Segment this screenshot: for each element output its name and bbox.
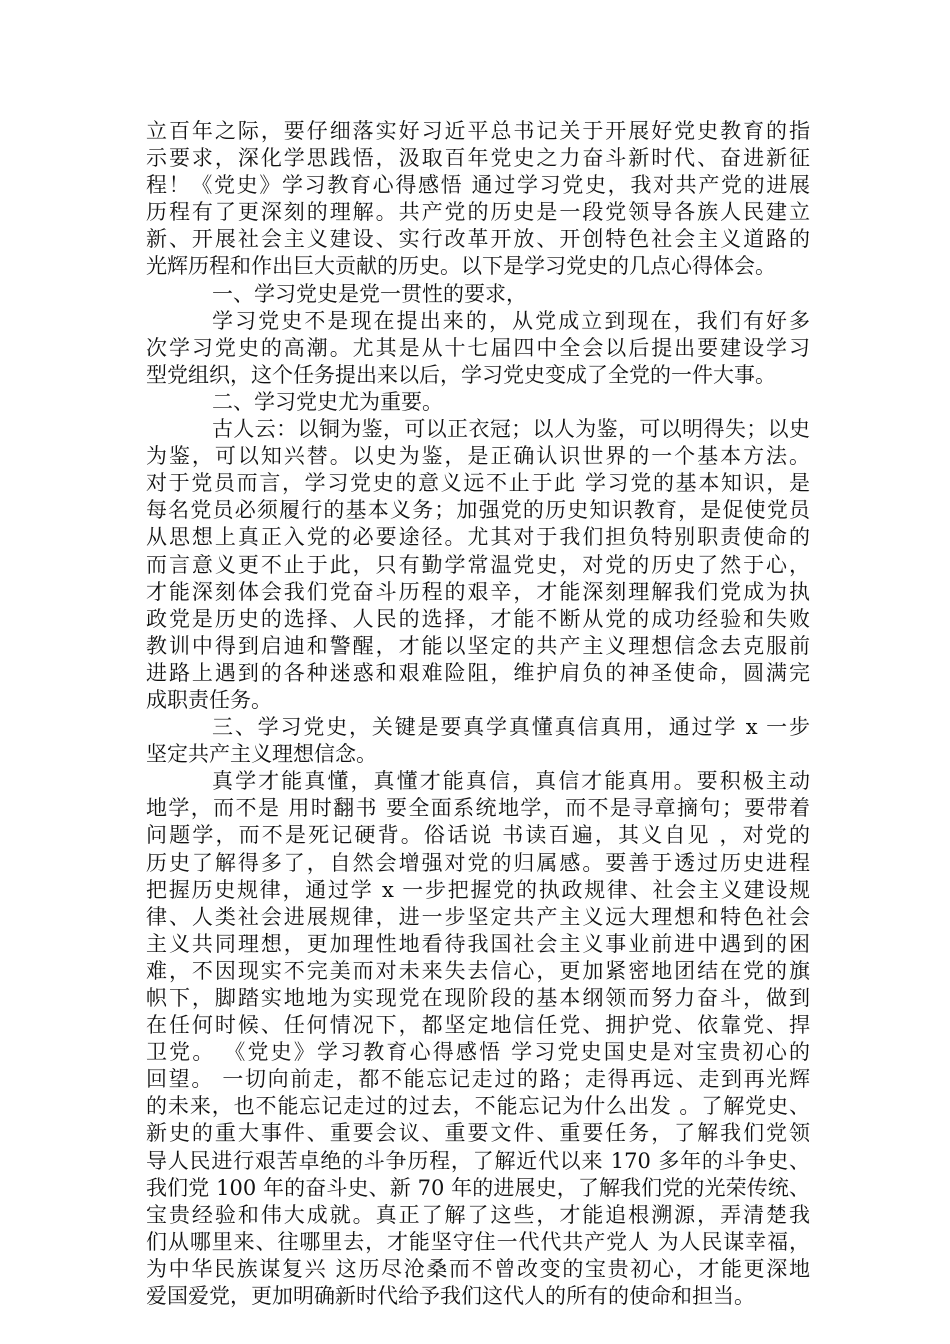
text-line: 成职责任务。 — [146, 687, 272, 712]
text-line: 次学习党史的高潮。尤其是从十七届四中全会以后提出要建设学习 — [146, 335, 810, 360]
text-line: 立百年之际，要仔细落实好习近平总书记关于开展好党史教育的指 — [146, 119, 810, 143]
section-heading-1: 一、学习党史是党一贯性的要求， — [212, 281, 527, 306]
text-line: 对于党员而言，学习党史的意义远不止于此 学习党的基本知识，是 — [146, 471, 810, 496]
text-line: 们从哪里来、往哪里去，才能坚守住一代代共产党人 为人民谋幸福， — [146, 1229, 810, 1254]
text-line: 从思想上真正入党的必要途径。尤其对于我们担负特别职责使命的 — [146, 525, 810, 550]
text-line: 宝贵经验和伟大成就。真正了解了这些，才能追根溯源，弄清楚我 — [146, 1202, 810, 1227]
text-line: 帜下，脚踏实地地为实现党在现阶段的基本纲领而努力奋斗，做到 — [146, 986, 810, 1010]
text-line: 地学，而不是 用时翻书 要全面系统地学，而不是寻章摘句；要带着 — [146, 796, 810, 821]
text-line: 而言意义更不止于此，只有勤学常温党史，对党的历史了然于心， — [146, 552, 810, 577]
text-line: 爱国爱党，更加明确新时代给予我们这代人的所有的使命和担当。 — [146, 1284, 755, 1309]
text-line: 问题学，而不是死记硬背。俗话说 书读百遍，其义自见 ，对党的 — [146, 823, 810, 848]
text-line: 坚定共产主义理想信念。 — [146, 742, 377, 767]
text-line: 主义共同理想，更加理性地看待我国社会主义事业前进中遇到的困 — [146, 931, 810, 956]
text-line: 的未来，也不能忘记走过的过去，不能忘记为什么出发 。了解党史、 — [146, 1094, 810, 1119]
text-line: 光辉历程和作出巨大贡献的历史。以下是学习党史的几点心得体会。 — [146, 254, 776, 279]
document-body — [146, 118, 810, 1310]
text-line: 历程有了更深刻的理解。共产党的历史是一段党领导各族人民建立 — [146, 200, 810, 225]
text-line: 真学才能真懂，真懂才能真信，真信才能真用。要积极主动 — [212, 769, 810, 794]
section-heading-3: 三、学习党史，关键是要真学真懂真信真用，通过学 x 一步 — [212, 715, 810, 740]
text-line: 历史了解得多了，自然会增强对党的归属感。要善于透过历史进程 — [146, 850, 810, 875]
text-line: 把握历史规律，通过学 x 一步把握党的执政规律、社会主义建设规 — [146, 877, 810, 902]
text-line: 新史的重大事件、重要会议、重要文件、重要任务，了解我们党领 — [146, 1121, 810, 1146]
text-line: 回望。 一切向前走，都不能忘记走过的路；走得再远、走到再光辉 — [146, 1067, 810, 1092]
text-line: 我们党 100 年的奋斗史、新 70 年的进展史，了解我们党的光荣传统、 — [146, 1175, 810, 1200]
section-heading-2: 二、学习党史尤为重要。 — [212, 389, 443, 414]
text-line: 难，不因现实不完美而对未来失去信心，更加紧密地团结在党的旗 — [146, 958, 810, 983]
text-line: 才能深刻体会我们党奋斗历程的艰辛，才能深刻理解我们党成为执 — [146, 579, 810, 604]
text-line: 卫党。 《党史》学习教育心得感悟 学习党史国史是对宝贵初心的 — [146, 1040, 810, 1065]
text-line: 政党是历史的选择、人民的选择，才能不断从党的成功经验和失败 — [146, 606, 810, 631]
text-line: 每名党员必须履行的基本义务；加强党的历史知识教育，是促使党员 — [146, 498, 810, 523]
text-line: 为中华民族谋复兴 这历尽沧桑而不曾改变的宝贵初心，才能更深地 — [146, 1256, 810, 1281]
text-line: 新、开展社会主义建设、实行改革开放、开创特色社会主义道路的 — [146, 227, 810, 252]
text-line: 导人民进行艰苦卓绝的斗争历程，了解近代以来 170 多年的斗争史、 — [146, 1148, 810, 1173]
text-line: 示要求，深化学思践悟，汲取百年党史之力奋斗新时代、奋进新征 — [146, 146, 810, 171]
text-line: 在任何时候、任何情况下，都坚定地信任党、拥护党、依靠党、捍 — [146, 1013, 810, 1038]
text-line: 古人云：以铜为鉴，可以正衣冠；以人为鉴，可以明得失；以史 — [212, 417, 810, 442]
text-line: 进路上遇到的各种迷惑和艰难险阻，维护肩负的神圣使命，圆满完 — [146, 660, 810, 685]
text-line: 教训中得到启迪和警醒，才能以坚定的共产主义理想信念去克服前 — [146, 633, 810, 658]
text-line: 律、人类社会进展规律，进一步坚定共产主义远大理想和特色社会 — [146, 904, 810, 929]
text-line: 型党组织，这个任务提出来以后，学习党史变成了全党的一件大事。 — [146, 362, 776, 387]
text-line: 程！《党史》学习教育心得感悟 通过学习党史，我对共产党的进展 — [146, 173, 810, 198]
text-line: 为鉴，可以知兴替。以史为鉴，是正确认识世界的一个基本方法。 — [146, 444, 810, 469]
text-line: 学习党史不是现在提出来的，从党成立到现在，我们有好多 — [212, 308, 810, 333]
